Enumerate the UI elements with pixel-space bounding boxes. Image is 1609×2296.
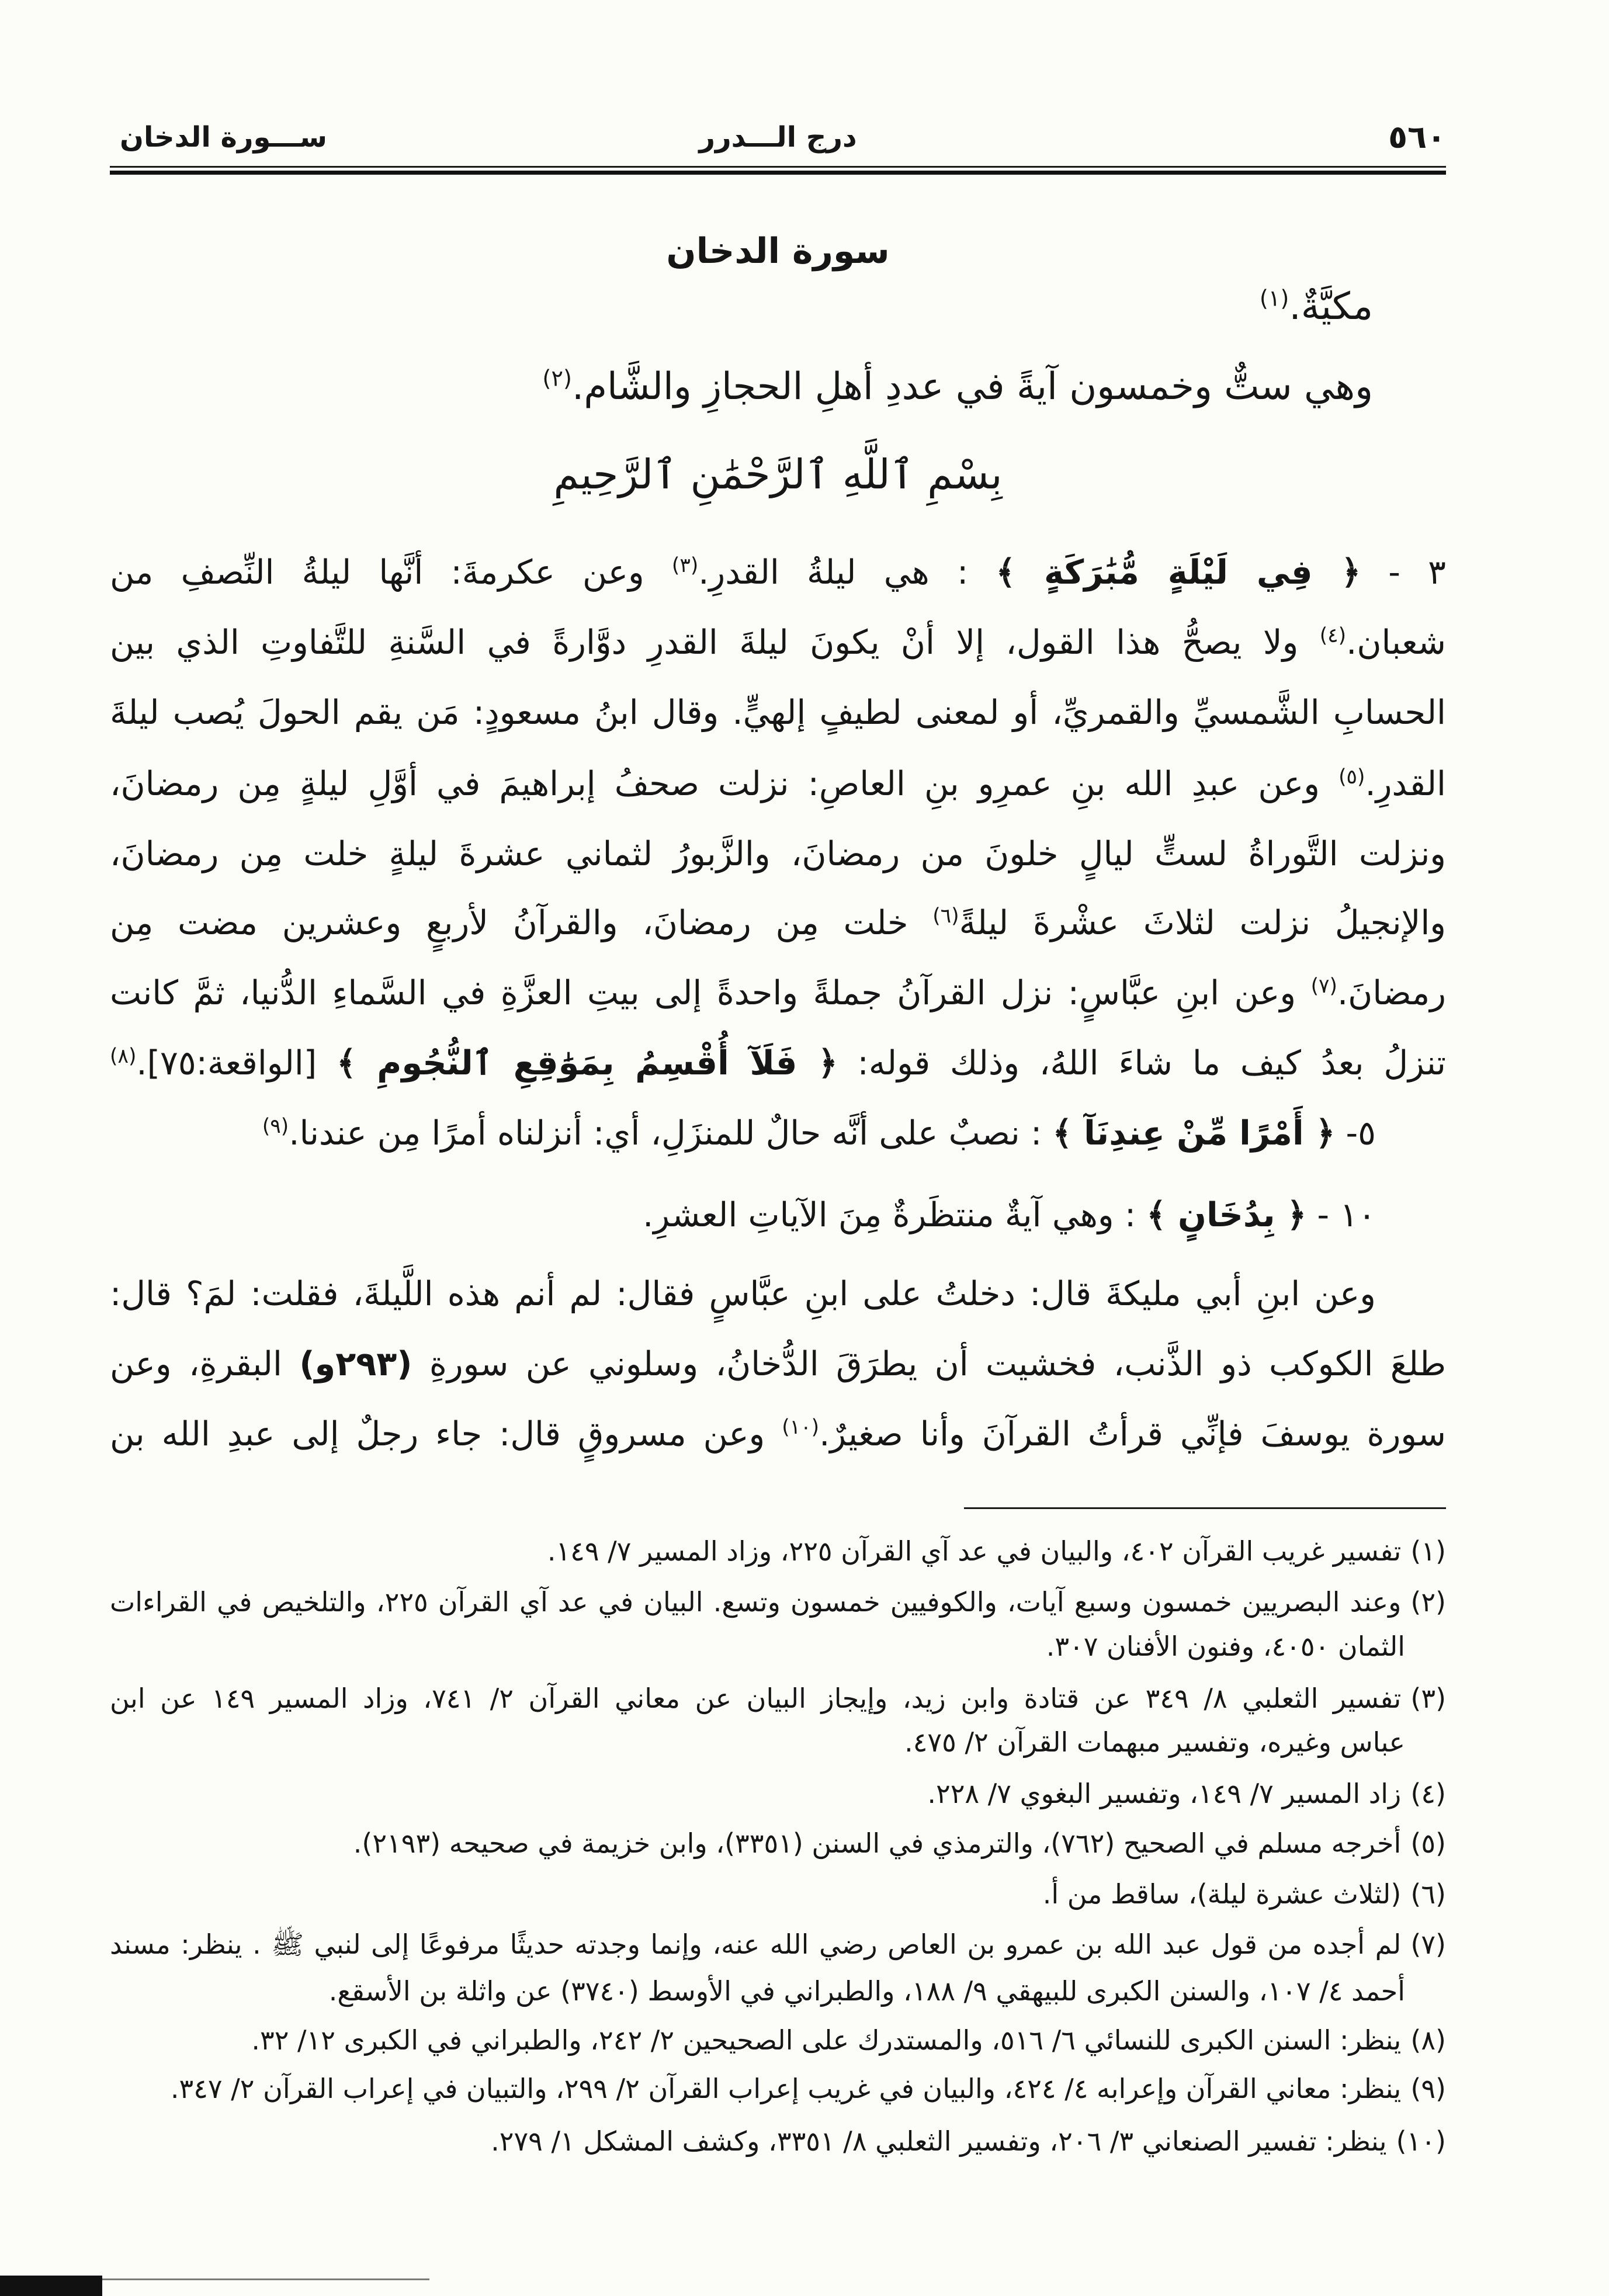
footnote-text: ينظر: السنن الكبرى للنسائي ٦/ ٥١٦، والمستدرك على الصحيحين ٢/ ٢٤٢، والطبراني في الكبرى ١٢/ ٣٢.	[251, 2024, 1402, 2056]
footnote-continuation	[110, 1719, 1446, 1766]
line-text: القدرِ.	[1365, 764, 1446, 803]
scan-edge-line	[102, 2278, 429, 2280]
body-line	[110, 681, 1446, 745]
verse-number: ١٠ -	[1306, 1195, 1376, 1234]
footnote-text: لم أجده من قول عبد الله بن عمرو بن العاص رضي الله عنه، وإنما وجدته حديثًا مرفوعًا إلى لنبي ﷺ . ينظر: مسند	[110, 1929, 1402, 1960]
quran-verse: ﴿ بِدُخَانٍ ﴾	[1146, 1195, 1307, 1234]
body-line	[110, 891, 1446, 955]
line-text: مكيَّةٌ.	[1289, 285, 1373, 328]
body-line	[110, 1183, 1446, 1247]
manuscript-folio-marker: (٢٩٣و)	[299, 1344, 412, 1383]
footnote-ref: (٣)	[671, 553, 699, 577]
footnote-number: (٤)	[1410, 1778, 1446, 1809]
footnote-text: زاد المسير ٧/ ١٤٩، وتفسير البغوي ٧/ ٢٢٨.	[927, 1778, 1402, 1809]
body-line	[110, 1101, 1446, 1166]
footnote	[110, 1675, 1446, 1722]
body-line	[110, 540, 1446, 605]
line-text: : وهي آيةٌ منتظَرةٌ مِنَ الآياتِ العشرِ.	[643, 1195, 1147, 1234]
book-title: درج الـــدرر	[699, 121, 857, 154]
intro-line	[110, 275, 1446, 339]
footnote-ref: (٧)	[1310, 974, 1337, 998]
line-text: : نصبٌ على أنَّه حالٌ للمنزَلِ، أي: أنزلناه أمرًا مِن عندنا.	[289, 1114, 1053, 1153]
footnote	[110, 2118, 1446, 2165]
line-text: سورة يوسفَ فإنِّي قرأتُ القرآنَ وأنا صغيرٌ.	[819, 1414, 1447, 1454]
surah-running-title: ســـورة الدخان	[120, 121, 327, 154]
line-text: وعن ابنِ عبَّاسٍ: نزل القرآنُ جملةً واحدةً إلى بيتِ العزَّةِ في السَّماءِ الدُّنيا، ثمَّ كانت	[110, 973, 1311, 1012]
footnote-text: أخرجه مسلم في الصحيح (٧٦٢)، والترمذي في السنن (٣٣٥١)، وابن خزيمة في صحيحه (٢١٩٣).	[353, 1827, 1402, 1859]
body-line	[110, 1332, 1446, 1396]
page-number: ٥٦٠	[1388, 119, 1446, 155]
body-line	[110, 1402, 1446, 1466]
footnote-text: تفسير الثعلبي ٨/ ٣٤٩ عن قتادة وابن زيد، وإيجاز البيان عن معاني القرآن ٢/ ٧٤١، وزاد المسير ١٤٩ عن ابن	[110, 1683, 1402, 1714]
chapter-title: سورة الدخان	[666, 231, 890, 272]
intro-line	[110, 355, 1446, 419]
scan-edge-mark	[0, 2276, 102, 2296]
body-line	[110, 611, 1446, 675]
footnote-ref: (٥)	[1338, 765, 1365, 789]
surah-citation: [الواقعة:٧٥].	[136, 1043, 337, 1083]
line-text: وعن عبدِ الله بنِ عمرِو بنِ العاصِ: نزلت صحفُ إبراهيمَ في أوَّلِ ليلةٍ مِن رمضانَ،	[110, 764, 1339, 803]
line-text: وعن عكرمةَ: أنَّها ليلةُ النِّصفِ من	[110, 553, 672, 592]
line-text: تنزلُ بعدُ كيف ما شاءَ اللهُ، وذلك قوله:	[837, 1043, 1446, 1083]
footnote	[110, 1820, 1446, 1867]
line-text: خلت مِن رمضانَ، والقرآنُ لأربعٍ وعشرين مضت مِن	[110, 903, 933, 942]
verse-number: ٥-	[1335, 1114, 1376, 1153]
quran-verse: ﴿ أَمْرًا مِّنْ عِندِنَآ ﴾	[1052, 1114, 1336, 1153]
footnote-ref: (٩)	[262, 1114, 289, 1138]
line-text: وهي ستٌّ وخمسون آيةً في عددِ أهلِ الحجازِ والشَّام.	[571, 365, 1373, 408]
quran-verse: ﴿ فِي لَيْلَةٍ مُّبَٰرَكَةٍ ﴾	[996, 553, 1361, 592]
body-line	[110, 1031, 1446, 1095]
footnote-text: (لثلاث عشرة ليلة)، ساقط من أ.	[1042, 1878, 1402, 1910]
footnote-text: عباس وغيره، وتفسير مبهمات القرآن ٢/ ٤٧٥.	[904, 1726, 1405, 1758]
footnote-ref: (٤)	[1319, 623, 1347, 647]
footnote-number: (٩)	[1410, 2073, 1446, 2104]
footnote-text: الثمان ٤٠٥٠، وفنون الأفنان ٣٠٧.	[1046, 1631, 1405, 1662]
footnote-text: تفسير غريب القرآن ٤٠٢، والبيان في عد آي القرآن ٢٢٥، وزاد المسير ٧/ ١٤٩.	[547, 1535, 1402, 1567]
header-rule-thin	[110, 166, 1446, 168]
line-text: : هي ليلةُ القدرِ.	[698, 553, 996, 592]
basmala: بِسْمِ ٱللَّهِ ٱلرَّحْمَٰنِ ٱلرَّحِيمِ	[553, 450, 1003, 498]
footnote	[110, 1770, 1446, 1817]
footnote-ref: (٨)	[110, 1044, 137, 1068]
line-text: الحسابِ الشَّمسيِّ والقمريِّ، أو لمعنى لطيفٍ إلهيٍّ. وقال ابنُ مسعودٍ: مَن يقم الحولَ يُصب ليلةَ	[110, 693, 1446, 732]
footnote	[110, 1528, 1446, 1574]
line-text: طلعَ الكوكب ذو الذَّنب، فخشيت أن يطرَقَ الدُّخانُ، وسلوني عن سورةِ	[412, 1344, 1446, 1383]
footnote-text: وعند البصريين خمسون وسبع آيات، والكوفيين خمسون وتسع. البيان في عد آي القرآن ٢٢٥، والتلخيص في القراءات	[110, 1586, 1402, 1618]
footnote-number: (١)	[1410, 1535, 1446, 1567]
header-rule-thick	[110, 171, 1446, 175]
body-line	[110, 1262, 1446, 1326]
footnote-number: (٣)	[1410, 1683, 1447, 1714]
footnote	[110, 1871, 1446, 1917]
footnote-ref: (١٠)	[782, 1415, 820, 1439]
line-text: والإنجيلُ نزلت لثلاثَ عشْرةَ ليلةً	[959, 903, 1447, 942]
footnote-ref: (٦)	[932, 904, 959, 928]
line-text: ونزلت التَّوراةُ لستٍّ ليالٍ خلونَ من رمضانَ، والزَّبورُ لثماني عشرةَ ليلةٍ خلت مِن رمضانَ،	[110, 834, 1446, 873]
line-text: ولا يصحُّ هذا القول، إلا أنْ يكونَ ليلةَ القدرِ دوَّارةً في السَّنةِ للتَّفاوتِ الذي بين	[110, 623, 1320, 662]
footnote-text: ينظر: تفسير الصنعاني ٣/ ٢٠٦، وتفسير الثعلبي ٨/ ٣٣٥١، وكشف المشكل ١/ ٢٧٩.	[491, 2125, 1387, 2157]
footnote	[110, 1921, 1446, 1968]
footnote-number: (٥)	[1410, 1827, 1446, 1859]
footnote	[110, 1579, 1446, 1625]
footnote-continuation	[110, 1968, 1446, 2014]
body-line	[110, 961, 1446, 1025]
line-text: وعن ابنِ أبي مليكةَ قال: دخلتُ على ابنِ عبَّاسٍ فقال: لم أنم هذه اللَّيلةَ، فقلت: لمَ؟ قال:	[110, 1274, 1376, 1313]
footnote-number: (٦)	[1410, 1878, 1446, 1910]
footnote-number: (٢)	[1410, 1586, 1446, 1618]
footnote-number: (٨)	[1410, 2024, 1446, 2056]
footnote	[110, 2065, 1446, 2112]
verse-number: ٣ -	[1361, 553, 1446, 592]
line-text: شعبان.	[1346, 623, 1446, 662]
line-text: رمضانَ.	[1337, 973, 1446, 1012]
footnote-separator	[964, 1507, 1446, 1509]
body-line	[110, 752, 1446, 816]
line-text: وعن مسروقٍ قال: جاء رجلٌ إلى عبدِ الله بن	[110, 1414, 782, 1454]
footnote-number: (١٠)	[1396, 2125, 1446, 2157]
footnote-text: أحمد ٤/ ١٠٧، والسنن الكبرى للبيهقي ٩/ ١٨٨، والطبراني في الأوسط (٣٧٤٠) عن واثلة بن الأسقع.	[328, 1975, 1405, 2007]
quran-verse: ﴿ فَلَآ أُقْسِمُ بِمَوَٰقِعِ ٱلنُّجُومِ ﴾	[337, 1043, 838, 1083]
body-line	[110, 822, 1446, 886]
footnote-ref: (١)	[1259, 285, 1289, 312]
line-text: البقرةِ، وعن	[110, 1344, 300, 1383]
footnote-ref: (٢)	[542, 365, 572, 392]
footnote-text: ينظر: معاني القرآن وإعرابه ٤/ ٤٢٤، والبيان في غريب إعراب القرآن ٢/ ٢٩٩، والتبيان في إعراب القرآن ٢/ ٣٤٧.	[170, 2073, 1402, 2104]
footnote-number: (٧)	[1410, 1929, 1446, 1960]
footnote	[110, 2017, 1446, 2063]
footnote-continuation	[110, 1623, 1446, 1670]
